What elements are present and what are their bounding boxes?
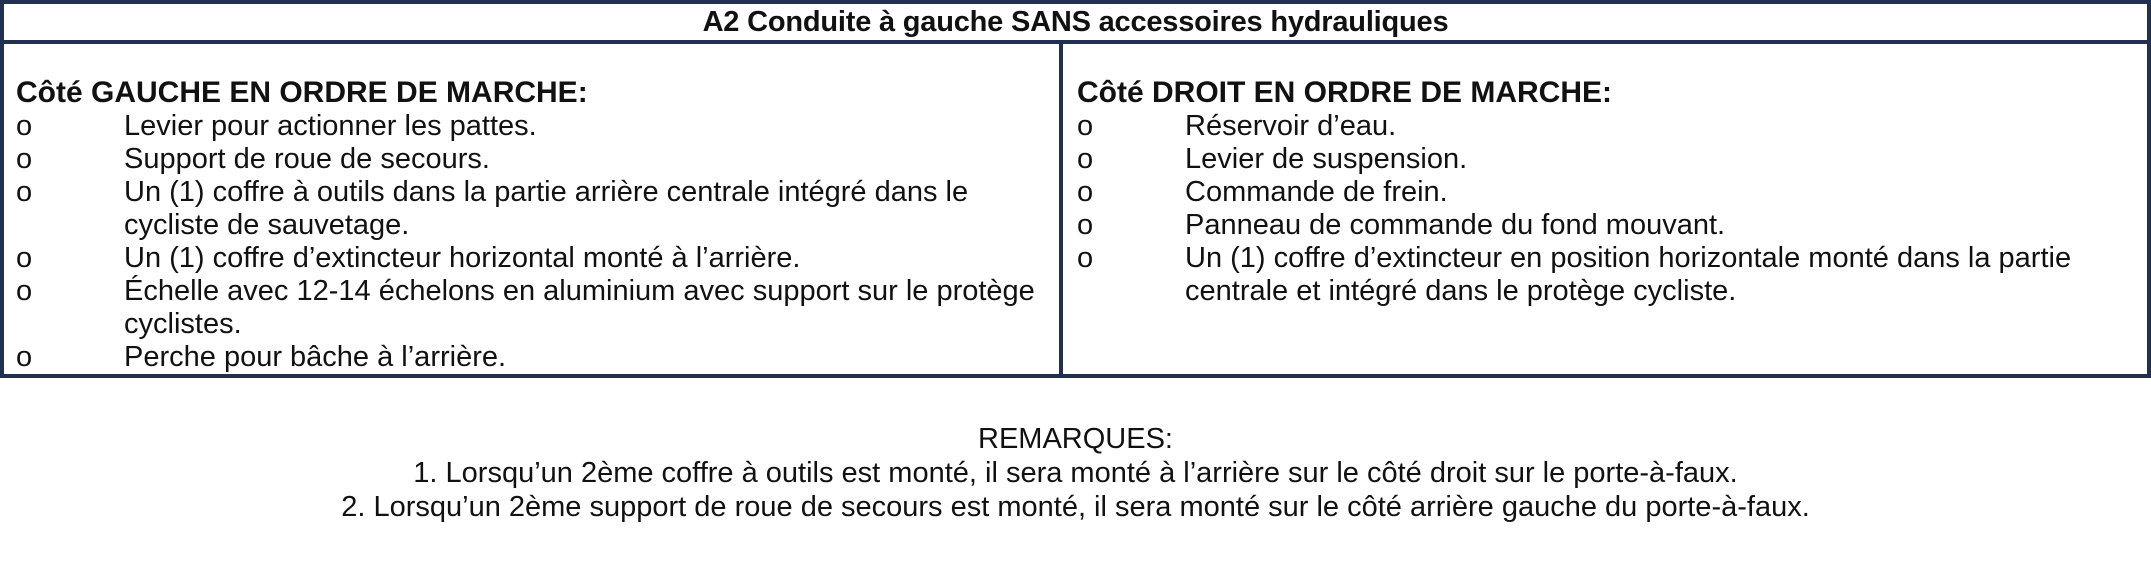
- list-item-text: Un (1) coffre d’extincteur en position horizontale monté dans la partie centrale et intégré dans le protège cycliste.: [1185, 242, 2072, 307]
- right-item-list: [1077, 110, 2135, 308]
- bullet: o: [16, 341, 33, 373]
- bullet: o: [1077, 176, 1094, 208]
- list-item: [1077, 176, 2135, 209]
- bullet: o: [16, 275, 33, 307]
- bullet: o: [16, 143, 33, 175]
- list-item-text: Perche pour bâche à l’arrière.: [124, 341, 507, 373]
- list-item-text: Panneau de commande du fond mouvant.: [1185, 209, 1726, 241]
- left-column: [4, 44, 1063, 374]
- right-column-heading: Côté DROIT EN ORDRE DE MARCHE:: [1077, 76, 1613, 109]
- list-item-text: Support de roue de secours.: [124, 143, 490, 175]
- list-item-text: Commande de frein.: [1185, 176, 1448, 208]
- left-item-list: [16, 110, 1047, 374]
- remark-line-1: 1. Lorsqu’un 2ème coffre à outils est monté, il sera monté à l’arrière sur le côté droit sur le porte-à-faux.: [413, 457, 1738, 489]
- list-item: [16, 341, 1047, 374]
- list-item: [16, 176, 1047, 242]
- remarks-heading: REMARQUES:: [978, 423, 1173, 455]
- bullet: o: [1077, 143, 1094, 175]
- remark-line-2: 2. Lorsqu’un 2ème support de roue de secours est monté, il sera monté sur le côté arrière gauche du porte-à-faux.: [341, 491, 1810, 523]
- list-item-text: Échelle avec 12-14 échelons en aluminium avec support sur le protège cyclistes.: [124, 275, 1035, 340]
- bullet: o: [16, 110, 33, 142]
- right-column: [1063, 44, 2147, 374]
- list-item: [1077, 209, 2135, 242]
- list-item-text: Réservoir d’eau.: [1185, 110, 1397, 142]
- list-item-text: Levier pour actionner les pattes.: [124, 110, 537, 142]
- bullet: o: [1077, 110, 1094, 142]
- remarks-section: [0, 422, 2151, 524]
- list-item: [1077, 242, 2135, 308]
- bullet: o: [16, 176, 33, 208]
- table-title: A2 Conduite à gauche SANS accessoires hydrauliques: [4, 4, 2147, 44]
- bullet: o: [16, 242, 33, 274]
- list-item-text: Un (1) coffre d’extincteur horizontal monté à l’arrière.: [124, 242, 801, 274]
- bullet: o: [1077, 242, 1094, 274]
- list-item: [16, 110, 1047, 143]
- list-item: [1077, 110, 2135, 143]
- list-item: [1077, 143, 2135, 176]
- list-item: [16, 275, 1047, 341]
- list-item-text: Un (1) coffre à outils dans la partie arrière centrale intégré dans le cycliste de sauvetage.: [124, 176, 969, 241]
- left-column-heading: Côté GAUCHE EN ORDRE DE MARCHE:: [16, 76, 588, 109]
- list-item-text: Levier de suspension.: [1185, 143, 1468, 175]
- bullet: o: [1077, 209, 1094, 241]
- table-columns: [4, 44, 2147, 374]
- list-item: [16, 143, 1047, 176]
- list-item: [16, 242, 1047, 275]
